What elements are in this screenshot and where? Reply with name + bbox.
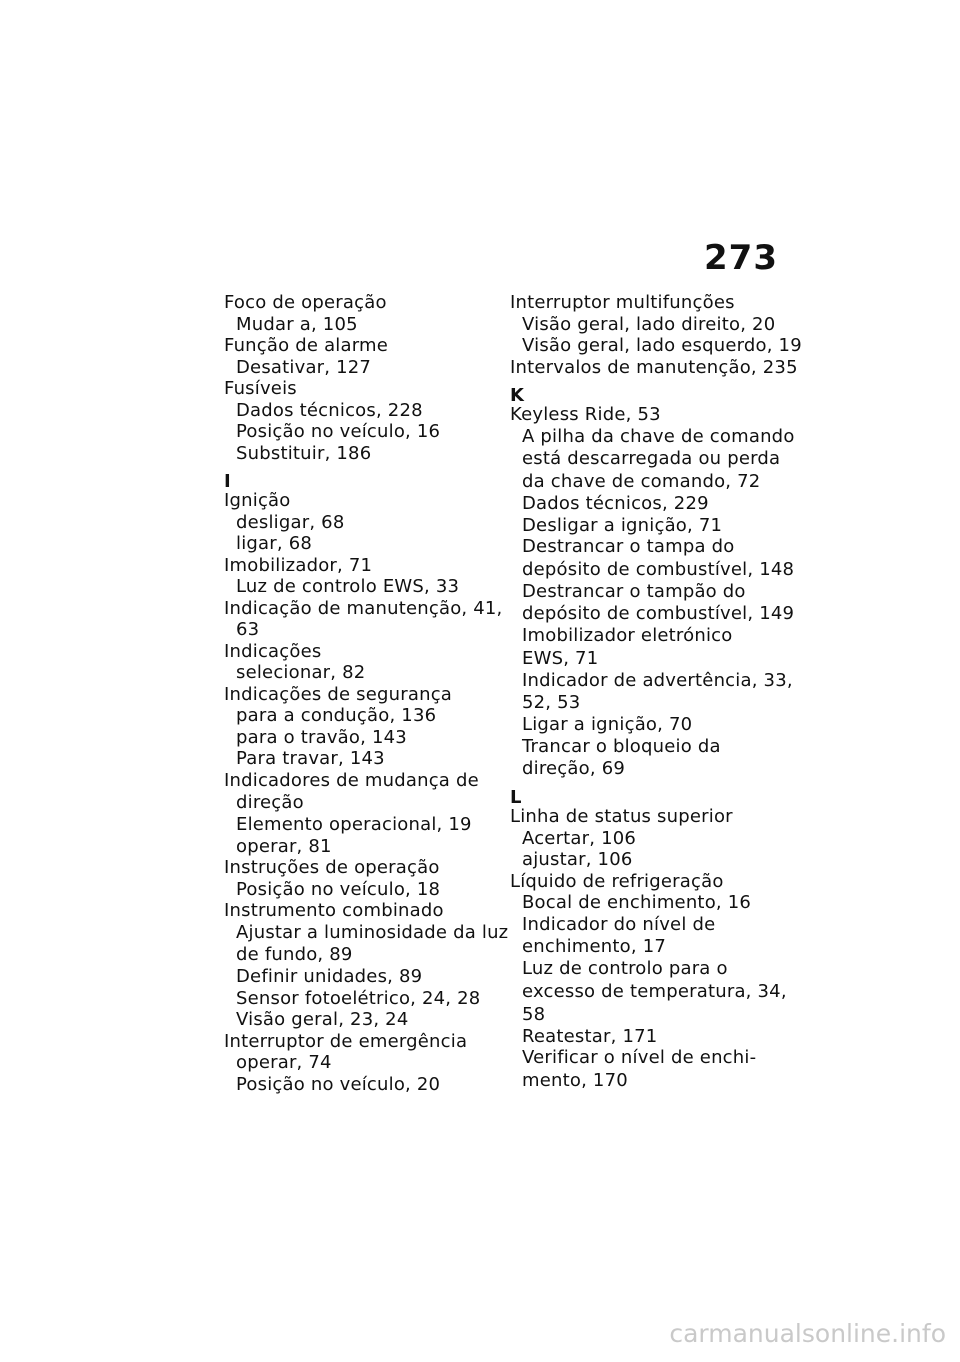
index-subentry: excesso de temperatura, 34, (522, 980, 787, 1002)
index-subentry: ajustar, 106 (522, 849, 633, 870)
index-subentry: Posição no veículo, 18 (236, 878, 441, 900)
index-subentry: Dados técnicos, 228 (236, 399, 423, 421)
index-subentry: Luz de controlo para o (522, 958, 728, 979)
index-entry: Líquido de refrigeração (510, 870, 724, 892)
index-subentry: mento, 170 (522, 1069, 628, 1091)
index-subentry: para a condução, 136 (236, 705, 437, 726)
index-entry: Função de alarme (224, 335, 389, 356)
index-entry: Linha de status superior (510, 806, 733, 827)
index-subentry: Dados técnicos, 229 (522, 493, 709, 514)
index-subentry: A pilha da chave de comando (522, 425, 795, 447)
index-column-right (510, 292, 802, 1092)
index-subentry: de fundo, 89 (236, 944, 353, 965)
index-entry: Foco de operação (224, 292, 387, 313)
index-subentry: depósito de combustível, 149 (522, 603, 795, 624)
section-letter: K (510, 385, 524, 406)
index-subentry: operar, 81 (236, 835, 332, 857)
index-subentry: EWS, 71 (522, 647, 599, 669)
index-subentry: Posição no veículo, 16 (236, 421, 441, 442)
index-subentry: Imobilizador eletrónico (522, 625, 733, 646)
index-subentry: Indicador do nível de (522, 913, 716, 935)
index-subentry: Indicador de advertência, 33, (522, 669, 793, 691)
index-subentry: enchimento, 17 (522, 936, 667, 957)
index-subentry: Visão geral, 23, 24 (236, 1009, 409, 1030)
index-subentry: Posição no veículo, 20 (236, 1073, 441, 1095)
index-subentry: 58 (522, 1003, 546, 1025)
index-subentry: Destrancar o tampão do (522, 580, 746, 602)
index-column-left (224, 292, 509, 1095)
index-entry: Imobilizador, 71 (224, 554, 373, 576)
index-subentry: Ajustar a luminosidade da luz (236, 921, 509, 943)
index-subentry: Definir unidades, 89 (236, 966, 423, 987)
index-entry: Indicação de manutenção, 41, (224, 597, 503, 619)
index-subentry: Verificar o nível de enchi- (522, 1047, 757, 1068)
index-entry: Intervalos de manutenção, 235 (510, 356, 798, 378)
index-subentry: Destrancar o tampa do (522, 536, 735, 557)
index-subentry: Trancar o bloqueio da (522, 735, 721, 757)
index-subentry: desligar, 68 (236, 511, 345, 533)
index-entry: Indicações de segurança (224, 683, 453, 705)
index-subentry: operar, 74 (236, 1052, 332, 1073)
index-subentry: Desligar a ignição, 71 (522, 514, 723, 536)
index-subentry: Elemento operacional, 19 (236, 814, 472, 835)
index-entry: Instrumento combinado (224, 900, 444, 921)
index-subentry: 63 (236, 619, 260, 640)
index-subentry: Sensor fotoelétrico, 24, 28 (236, 987, 481, 1009)
index-subentry: da chave de comando, 72 (522, 471, 761, 492)
index-subentry: Luz de controlo EWS, 33 (236, 576, 460, 597)
section-letter: L (510, 787, 522, 808)
index-subentry: 52, 53 (522, 692, 581, 713)
index-subentry: Visão geral, lado direito, 20 (522, 313, 776, 335)
section-letter: I (224, 471, 231, 492)
index-subentry: selecionar, 82 (236, 662, 366, 683)
index-subentry: Bocal de enchimento, 16 (522, 892, 752, 913)
index-subentry: Substituir, 186 (236, 442, 372, 464)
index-subentry: direção (236, 792, 304, 813)
index-subentry: Reatestar, 171 (522, 1025, 658, 1047)
index-subentry: direção, 69 (522, 758, 625, 779)
index-subentry: ligar, 68 (236, 533, 313, 554)
index-subentry: depósito de combustível, 148 (522, 558, 795, 580)
index-subentry: Acertar, 106 (522, 827, 637, 849)
index-subentry: Ligar a ignição, 70 (522, 714, 693, 735)
index-subentry: para o travão, 143 (236, 726, 407, 748)
index-subentry: Visão geral, lado esquerdo, 19 (522, 335, 802, 356)
index-entry: Interruptor multifunções (510, 292, 735, 313)
index-entry: Fusíveis (224, 378, 297, 399)
index-entry: Keyless Ride, 53 (510, 404, 661, 425)
index-entry: Instruções de operação (224, 857, 440, 878)
watermark: carmanualsonline.info (669, 1319, 946, 1348)
index-subentry: está descarregada ou perda (522, 448, 781, 469)
index-subentry: Mudar a, 105 (236, 313, 358, 335)
index-entry: Indicadores de mudança de (224, 769, 479, 791)
index-entry: Indicações (224, 640, 322, 662)
index-subentry: Desativar, 127 (236, 356, 372, 378)
page-number: 273 (704, 238, 778, 278)
index-entry: Interruptor de emergência (224, 1030, 468, 1052)
index-entry: Ignição (224, 490, 291, 511)
index-subentry: Para travar, 143 (236, 748, 385, 769)
